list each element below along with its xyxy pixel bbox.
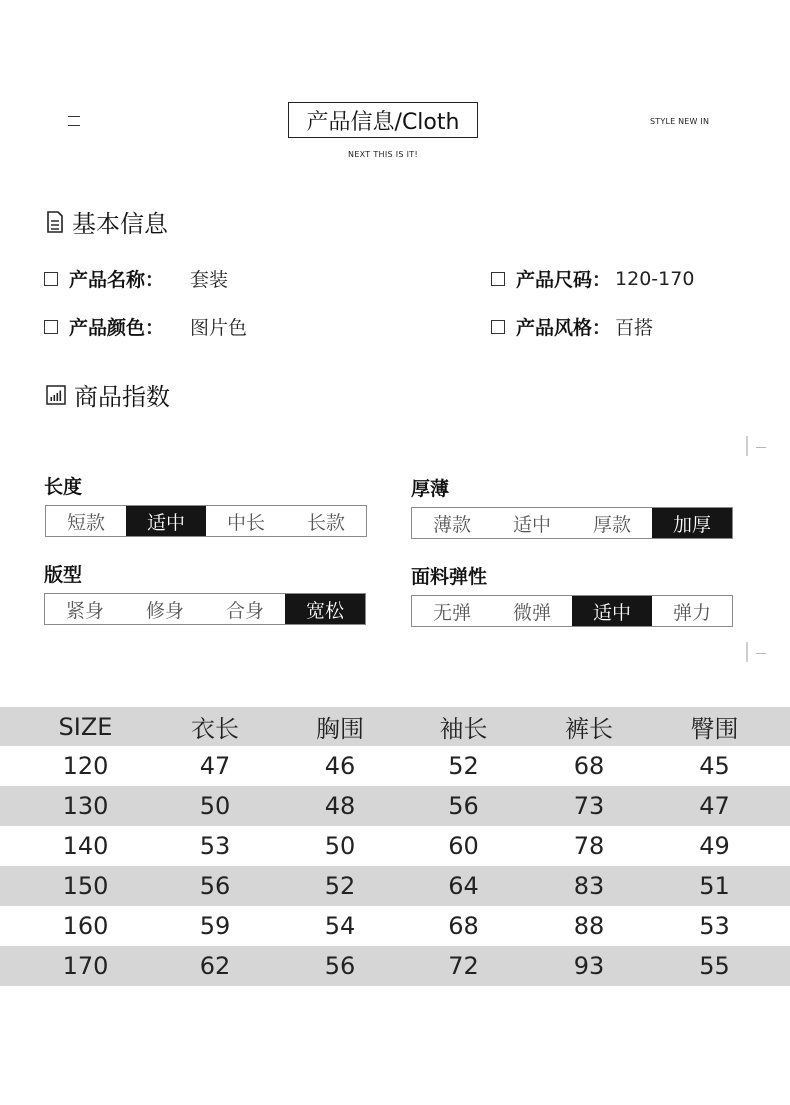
scale-option-selected: 加厚 — [652, 508, 732, 538]
product-index-heading — [46, 377, 170, 412]
column-header: 胸围 — [316, 715, 364, 743]
info-value: 百搭 — [615, 317, 654, 339]
info-value: 图片色 — [190, 317, 248, 339]
column-header: SIZE — [58, 712, 113, 741]
signal-chart-icon — [46, 385, 66, 405]
table-cell: 78 — [573, 832, 605, 860]
scale-title-length: 长度 — [44, 476, 83, 498]
table-cell: 53 — [199, 832, 231, 860]
table-row — [0, 866, 790, 906]
basic-info-heading — [46, 204, 168, 239]
table-cell: 56 — [324, 952, 356, 980]
scale-length — [45, 505, 367, 537]
size-table — [0, 707, 790, 986]
scale-option: 合身 — [225, 599, 264, 622]
table-cell: 45 — [699, 752, 730, 780]
info-label: 产品名称 — [69, 269, 146, 291]
scale-thickness — [411, 507, 733, 539]
table-cell: 50 — [324, 832, 356, 860]
table-row — [0, 826, 790, 866]
scale-option: 弹力 — [672, 601, 711, 624]
page-subtitle: NEXT THIS IS IT! — [348, 150, 418, 159]
info-label: 产品尺码 — [516, 269, 593, 291]
column-header: 裤长 — [565, 715, 613, 743]
scale-option: 薄款 — [432, 513, 471, 536]
scale-option-selected: 适中 — [126, 506, 206, 536]
table-cell: 93 — [573, 952, 605, 980]
table-cell: 48 — [324, 792, 356, 820]
document-icon — [46, 211, 64, 233]
info-item-color — [44, 313, 247, 340]
table-cell: 170 — [62, 952, 109, 980]
table-cell: 68 — [448, 912, 479, 940]
scale-title-elasticity: 面料弹性 — [411, 566, 488, 588]
info-value: 120-170 — [615, 267, 695, 290]
column-header: 衣长 — [191, 715, 239, 743]
table-row — [0, 906, 790, 946]
checkbox-icon — [491, 272, 505, 286]
scale-elasticity — [411, 595, 733, 627]
table-cell: 46 — [324, 752, 356, 780]
table-cell: 83 — [573, 872, 605, 900]
side-marker — [746, 436, 768, 456]
table-cell: 64 — [448, 872, 479, 900]
table-cell: 47 — [699, 792, 730, 820]
table-cell: 54 — [324, 912, 356, 940]
scale-title-fit: 版型 — [44, 564, 83, 586]
column-header: 袖长 — [439, 715, 488, 743]
info-label: 产品颜色 — [69, 317, 146, 339]
page-title: 产品信息/Cloth — [288, 102, 478, 138]
info-separator: ： — [592, 269, 612, 291]
table-cell: 140 — [62, 832, 109, 860]
scale-option-selected: 适中 — [572, 596, 652, 626]
scale-option: 紧身 — [65, 599, 104, 622]
side-marker — [746, 642, 768, 662]
scale-option: 无弹 — [432, 601, 471, 624]
scale-fit — [44, 593, 366, 625]
table-cell: 73 — [573, 792, 605, 820]
style-tag: STYLE NEW IN — [650, 117, 710, 126]
scale-option: 短款 — [66, 511, 105, 534]
table-cell: 130 — [62, 792, 109, 820]
info-item-style — [491, 313, 653, 340]
info-item-size — [491, 265, 694, 292]
scale-option: 适中 — [512, 513, 551, 536]
scale-title-thickness: 厚薄 — [411, 478, 450, 500]
menu-icon[interactable] — [68, 116, 80, 134]
table-cell: 47 — [199, 752, 231, 780]
table-cell: 56 — [199, 872, 231, 900]
table-cell: 53 — [699, 912, 730, 940]
table-header-row — [0, 707, 790, 746]
info-item-name — [44, 265, 228, 292]
table-cell: 62 — [199, 952, 231, 980]
info-separator: ： — [145, 269, 165, 291]
table-cell: 120 — [62, 752, 109, 780]
table-cell: 88 — [573, 912, 605, 940]
scale-option: 微弹 — [512, 601, 551, 624]
table-cell: 52 — [448, 752, 479, 780]
scale-option: 长款 — [306, 511, 345, 534]
table-cell: 50 — [199, 792, 231, 820]
table-cell: 51 — [699, 872, 730, 900]
table-row — [0, 786, 790, 826]
info-label: 产品风格 — [516, 317, 593, 339]
table-cell: 49 — [699, 832, 730, 860]
table-cell: 68 — [573, 752, 605, 780]
table-cell: 55 — [699, 952, 730, 980]
table-cell: 160 — [62, 912, 109, 940]
info-separator: ： — [592, 317, 612, 339]
column-header: 臀围 — [690, 715, 739, 743]
basic-info-heading-text: 基本信息 — [72, 210, 168, 238]
scale-option: 中长 — [226, 511, 265, 534]
table-cell: 56 — [448, 792, 479, 820]
scale-option: 厚款 — [592, 513, 631, 536]
table-cell: 52 — [324, 872, 356, 900]
info-separator: ： — [145, 317, 165, 339]
table-cell: 60 — [448, 832, 479, 860]
scale-option: 修身 — [145, 599, 184, 622]
checkbox-icon — [44, 320, 58, 334]
scale-option-selected: 宽松 — [285, 594, 365, 624]
table-cell: 59 — [199, 912, 231, 940]
table-cell: 150 — [62, 872, 109, 900]
table-row — [0, 946, 790, 986]
product-index-heading-text: 商品指数 — [74, 383, 170, 411]
info-value: 套装 — [190, 269, 229, 291]
checkbox-icon — [44, 272, 58, 286]
table-cell: 72 — [448, 952, 479, 980]
table-row — [0, 746, 790, 786]
checkbox-icon — [491, 320, 505, 334]
